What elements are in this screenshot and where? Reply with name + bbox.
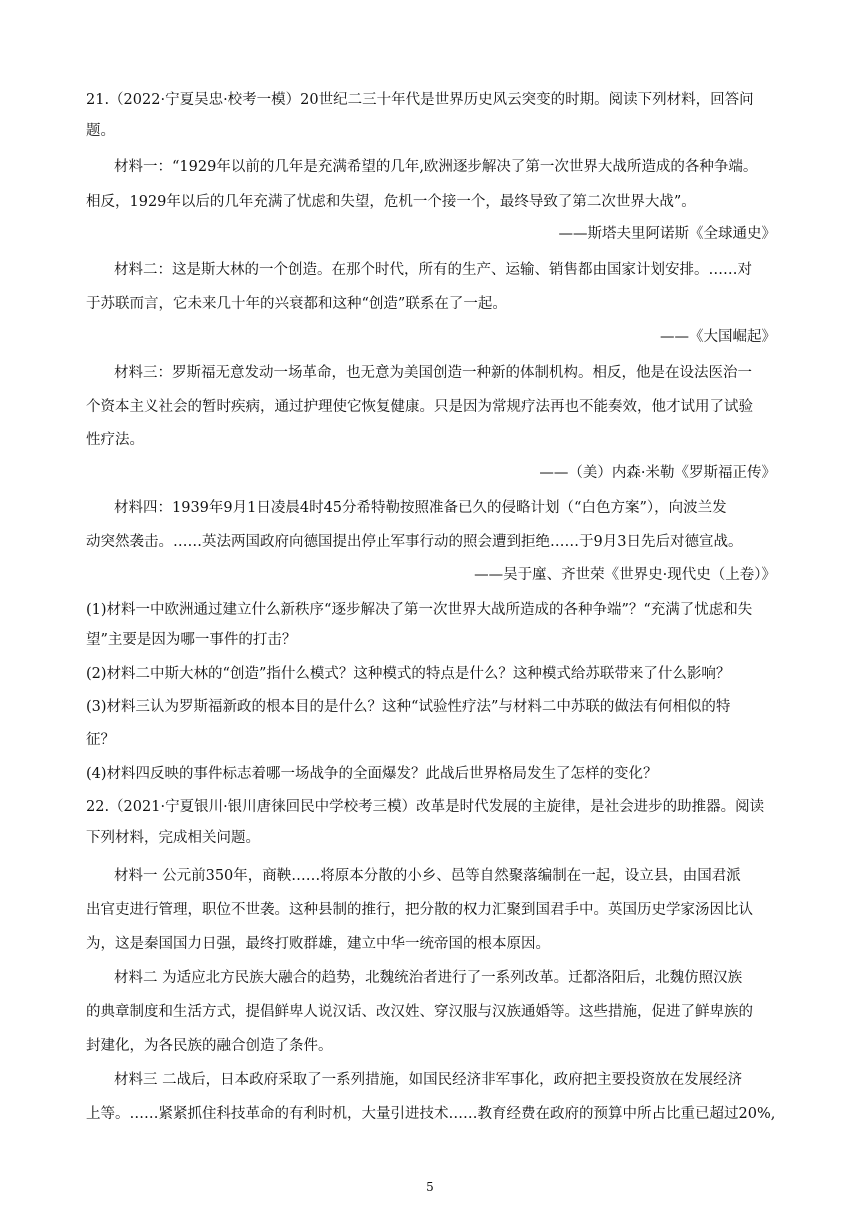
q21-stem-line-2: 题。 bbox=[86, 123, 115, 139]
q22-material1-line-1: 材料一 公元前350年，商鞅……将原本分散的小乡、邑等自然聚落编制在一起，设立县，由国君派 bbox=[114, 868, 741, 884]
q21-material3-line-1: 材料三：罗斯福无意发动一场革命，也无意为美国创造一种新的体制机构。相反，他是在设法医治一 bbox=[114, 365, 752, 381]
q21-material4-line-1: 材料四：1939年9月1日凌晨4时45分希特勒按照准备已久的侵略计划（“白色方案”），向波兰发 bbox=[114, 500, 727, 516]
q21-question-3b: 征？ bbox=[86, 732, 115, 748]
q21-material1-line-1: 材料一：“1929年以前的几年是充满希望的几年,欧洲逐步解决了第一次世界大战所造成的各种争端。 bbox=[114, 159, 758, 175]
q22-material2-line-2: 的典章制度和生活方式，提倡鲜卑人说汉话、改汉姓、穿汉服与汉族通婚等。这些措施，促进了鲜卑族的 bbox=[86, 1004, 753, 1020]
q22-stem-line-2: 下列材料，完成相关问题。 bbox=[86, 830, 260, 846]
q21-material3-line-3: 性疗法。 bbox=[86, 432, 144, 448]
q21-question-4: (4)材料四反映的事件标志着哪一场战争的全面爆发？此战后世界格局发生了怎样的变化？ bbox=[86, 766, 658, 782]
q21-question-1b: 望”主要是因为哪一事件的打击？ bbox=[86, 632, 297, 648]
q21-material2-line-1: 材料二：这是斯大林的一个创造。在那个时代，所有的生产、运输、销售都由国家计划安排。……对 bbox=[114, 262, 752, 278]
q22-material1-line-2: 出官吏进行管理，职位不世袭。这种县制的推行，把分散的权力汇聚到国君手中。英国历史学家汤因比认 bbox=[86, 902, 753, 918]
q22-stem-line-1: 22.（2021·宁夏银川·银川唐徕回民中学校考三模）改革是时代发展的主旋律，是社会进步的助推器。阅读 bbox=[86, 799, 765, 815]
q21-stem-line-1: 21.（2022·宁夏吴忠·校考一模）20世纪二三十年代是世界历史风云突变的时期。阅读下列材料，回答问 bbox=[86, 92, 754, 108]
q21-material3-source: ——（美）内森·米勒《罗斯福正传》 bbox=[539, 465, 776, 481]
q21-material3-line-2: 个资本主义社会的暂时疾病，通过护理使它恢复健康。只是因为常规疗法再也不能奏效，他才试用了试验 bbox=[86, 399, 753, 415]
q21-material4-source: ——吴于廑、齐世荣《世界史·现代史（上卷）》 bbox=[474, 567, 776, 583]
q22-material3-line-1: 材料三 二战后，日本政府采取了一系列措施，如国民经济非军事化，政府把主要投资放在发展经济 bbox=[114, 1072, 743, 1088]
q21-material1-source: ——斯塔夫里阿诺斯《全球通史》 bbox=[558, 226, 776, 242]
q21-material1-line-2: 相反，1929年以后的几年充满了忧虑和失望，危机一个接一个，最终导致了第二次世界大战”。 bbox=[86, 194, 696, 210]
page-number: 5 bbox=[426, 1180, 434, 1194]
q21-material4-line-2: 动突然袭击。……英法两国政府向德国提出停止军事行动的照会遭到拒绝……于9月3日先后对德宣战。 bbox=[86, 534, 743, 550]
q22-material2-line-3: 封建化，为各民族的融合创造了条件。 bbox=[86, 1038, 333, 1054]
q22-material2-line-1: 材料二 为适应北方民族大融合的趋势，北魏统治者进行了一系列改革。迁都洛阳后，北魏仿照汉族 bbox=[114, 970, 743, 986]
q21-material2-source: ——《大国崛起》 bbox=[660, 329, 776, 345]
q22-material3-line-2: 上等。……紧紧抓住科技革命的有利时机，大量引进技术……教育经费在政府的预算中所占比重已超过20%, bbox=[86, 1106, 776, 1122]
q22-material1-line-3: 为，这是秦国国力日强，最终打败群雄，建立中华一统帝国的根本原因。 bbox=[86, 936, 550, 952]
q21-question-1a: (1)材料一中欧洲通过建立什么新秩序“逐步解决了第一次世界大战所造成的各种争端”？“充满了忧虑和失 bbox=[86, 602, 753, 618]
q21-material2-line-2: 于苏联而言，它未来几十年的兴衰都和这种“创造”联系在了一起。 bbox=[86, 296, 507, 312]
q21-question-2: (2)材料二中斯大林的“创造”指什么模式？这种模式的特点是什么？这种模式给苏联带来了什么影响？ bbox=[86, 666, 731, 682]
q21-question-3a: (3)材料三认为罗斯福新政的根本目的是什么？这种“试验性疗法”与材料二中苏联的做法有何相似的特 bbox=[86, 699, 731, 715]
